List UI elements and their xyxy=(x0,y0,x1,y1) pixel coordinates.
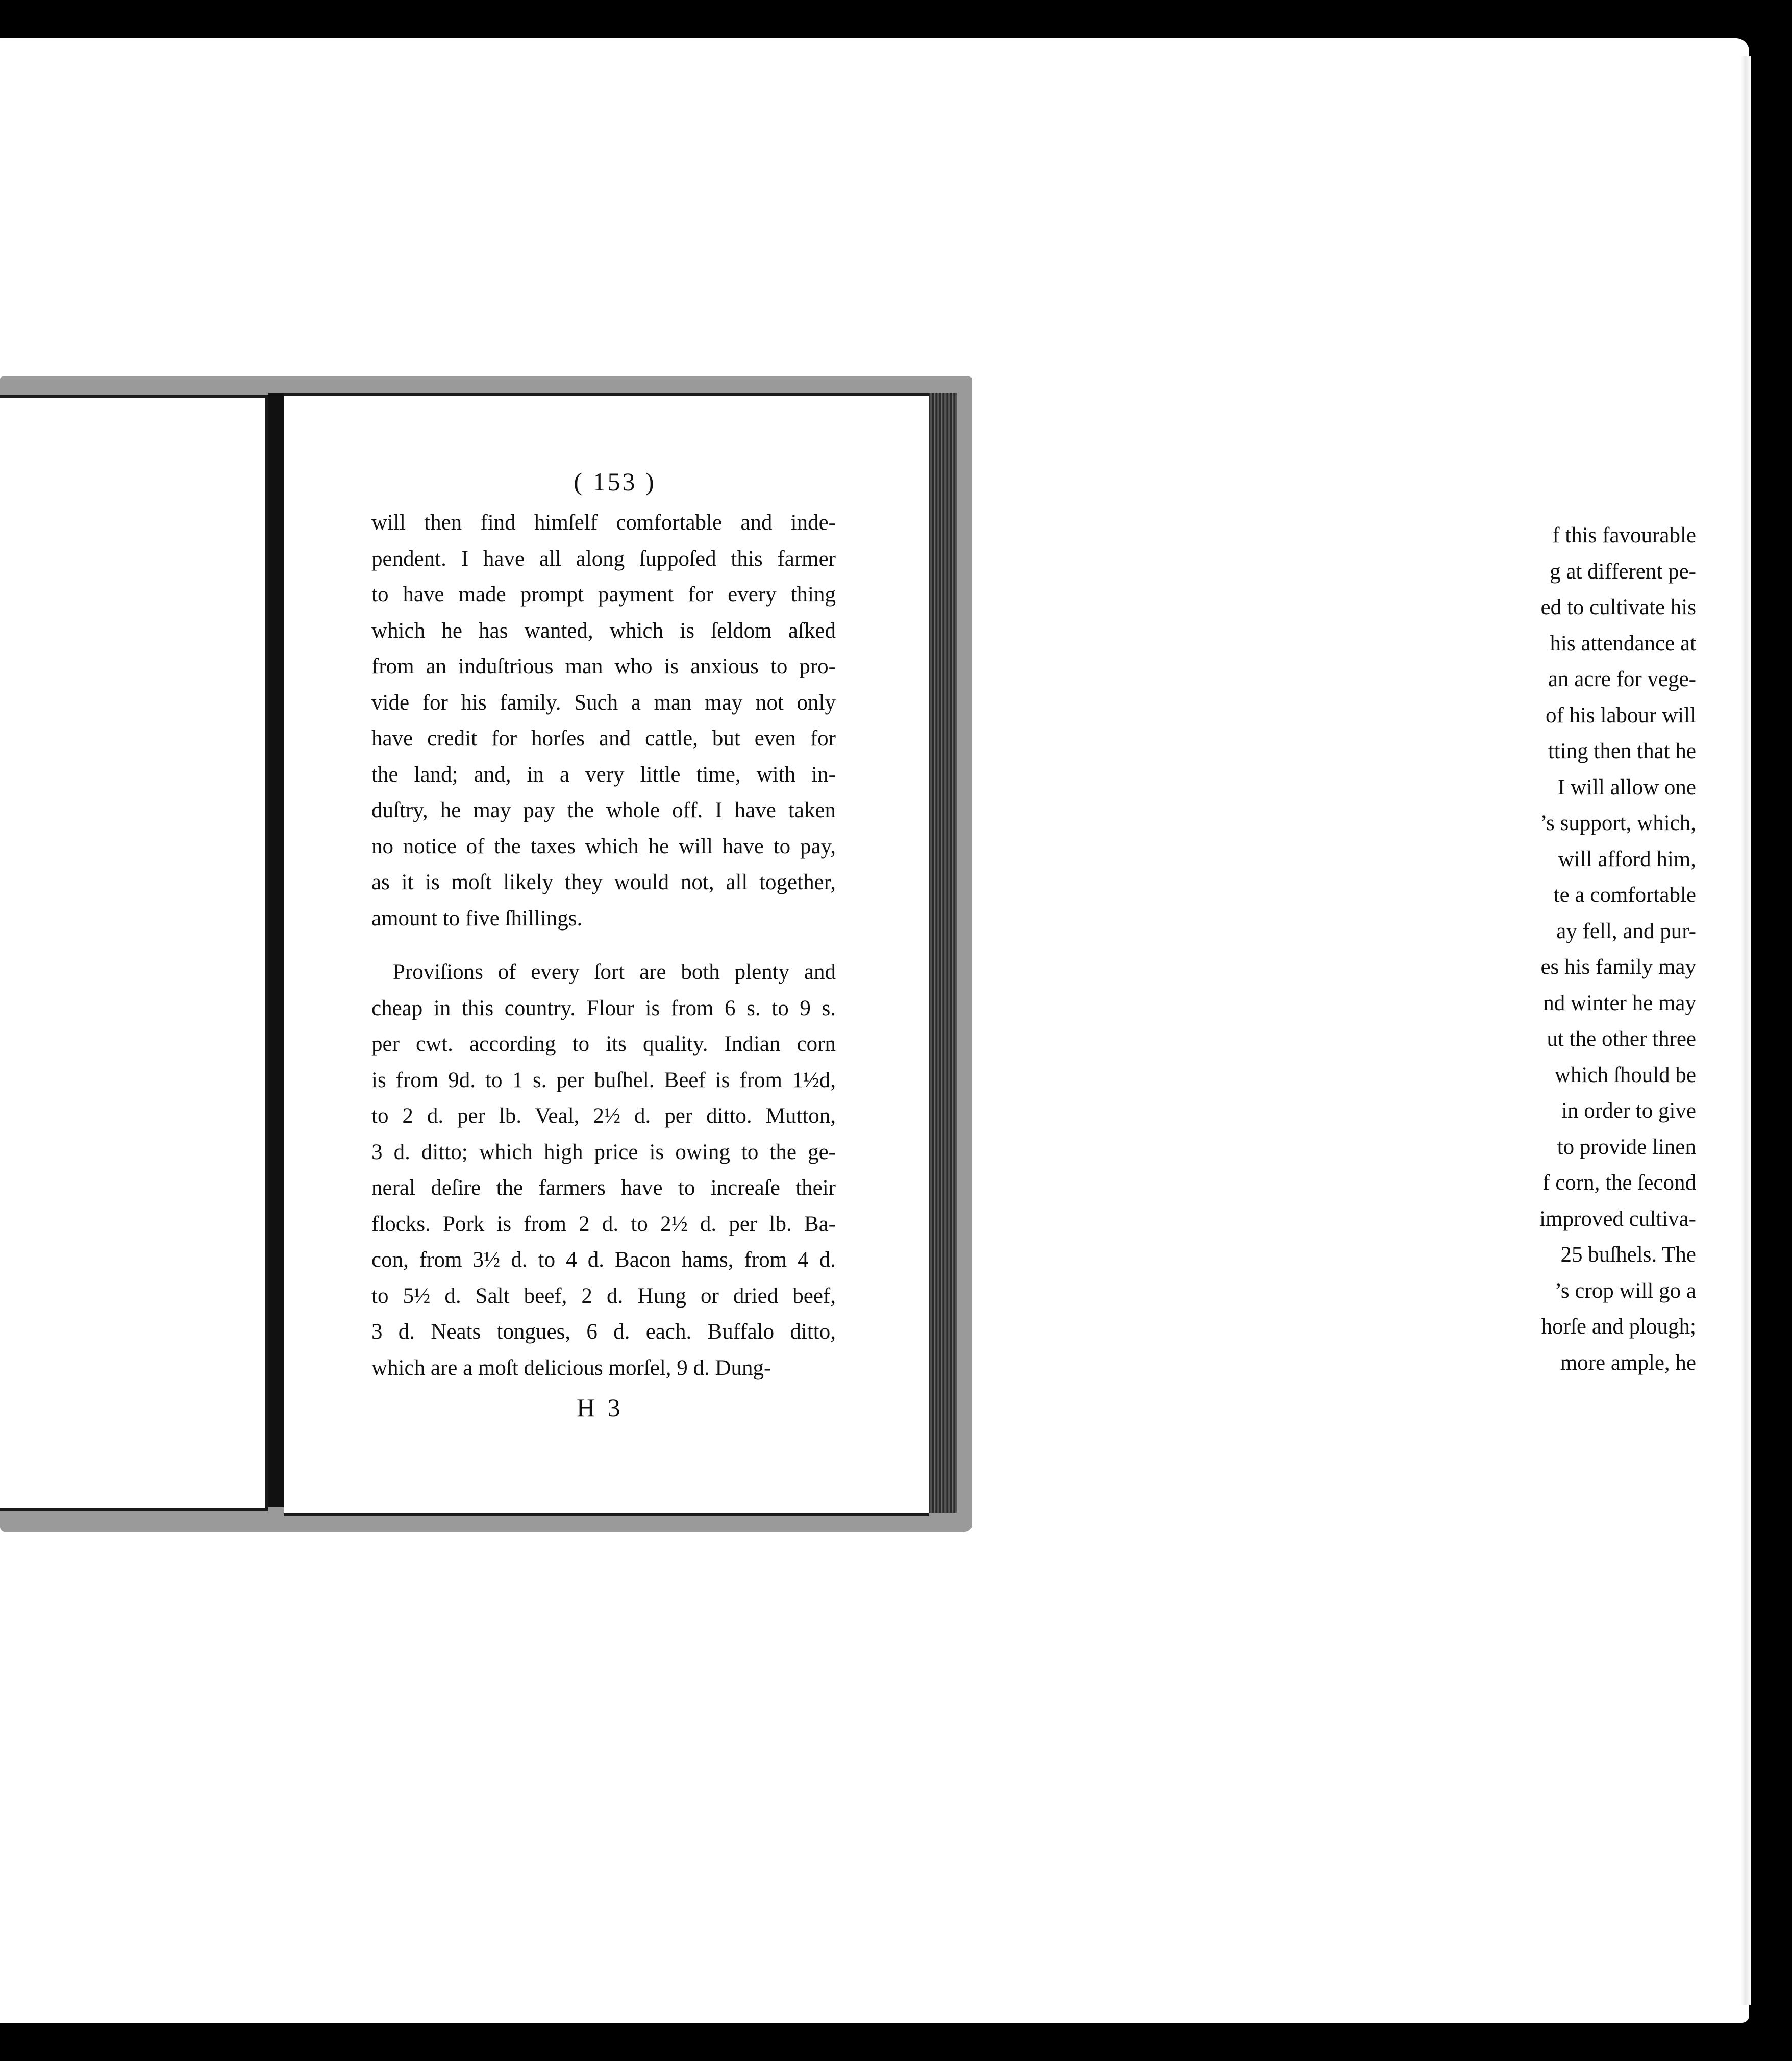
text-line: nd winter he may xyxy=(1543,991,1696,1015)
text-line: to 5½ d. Salt beef, 2 d. Hung or dried beef, xyxy=(371,1284,836,1308)
text-line: flocks. Pork is from 2 d. to 2½ d. per lb. Ba- xyxy=(371,1212,836,1236)
text-line: con, from 3½ d. to 4 d. Bacon hams, from 4 d. xyxy=(371,1248,836,1272)
text-line: will afford him, xyxy=(1558,847,1696,871)
text-line: I will allow one xyxy=(1557,775,1696,799)
text-line: vide for his family. Such a man may not only xyxy=(371,690,836,715)
text-line: no notice of the taxes which he will have to pay, xyxy=(371,834,836,859)
text-line: to provide linen xyxy=(1557,1135,1696,1159)
text-line: duſtry, he may pay the whole off. I have taken xyxy=(371,798,836,822)
text-line: improved cultiva- xyxy=(1539,1207,1696,1231)
text-line: amount to five ſhillings. xyxy=(371,906,583,931)
text-line: have credit for horſes and cattle, but even for xyxy=(371,726,836,750)
page-number: ( 153 ) xyxy=(574,467,656,496)
left-page-text xyxy=(1431,518,1696,1381)
right-page-text xyxy=(371,505,836,1386)
text-line: horſe and plough; xyxy=(1541,1315,1696,1339)
text-line: neral deſire the farmers have to increaſe their xyxy=(371,1176,836,1200)
text-line: to 2 d. per lb. Veal, 2½ d. per ditto. Mutton, xyxy=(371,1104,836,1128)
text-line: cheap in this country. Flour is from 6 s. to 9 s. xyxy=(371,996,836,1020)
text-line: the land; and, in a very little time, with in- xyxy=(371,762,836,787)
book-gutter xyxy=(268,393,284,1507)
text-line: as it is moſt likely they would not, all together, xyxy=(371,870,836,894)
paragraph-1 xyxy=(371,505,836,937)
paragraph-gap xyxy=(371,937,836,954)
text-line: from an induſtrious man who is anxious to pro- xyxy=(371,655,836,678)
text-line: per cwt. according to its quality. Indian corn xyxy=(371,1032,836,1056)
text-line: will then find himſelf comfortable and inde- xyxy=(371,511,836,535)
text-line: ’s crop will go a xyxy=(1554,1278,1696,1303)
text-line: tting then that he xyxy=(1548,739,1696,763)
text-line: g at different pe- xyxy=(1550,559,1696,584)
left-page xyxy=(0,395,268,1511)
text-line: ay fell, and pur- xyxy=(1556,919,1696,943)
text-line: in order to give xyxy=(1561,1099,1696,1123)
text-line: pendent. I have all along ſuppoſed this farmer xyxy=(371,546,836,571)
text-line: f corn, the ſecond xyxy=(1542,1171,1696,1195)
text-line: 3 d. ditto; which high price is owing to the ge- xyxy=(371,1140,836,1164)
paragraph-2 xyxy=(371,954,836,1386)
text-line: ’s support, which, xyxy=(1540,811,1696,835)
signature-mark: H 3 xyxy=(577,1393,624,1422)
text-line: es his family may xyxy=(1540,955,1696,979)
text-line: of his labour will xyxy=(1546,703,1696,727)
text-line: more ample, he xyxy=(1560,1350,1696,1375)
text-line: te a comfortable xyxy=(1553,883,1696,907)
text-line: 3 d. Neats tongues, 6 d. each. Buffalo ditto, xyxy=(371,1320,836,1344)
text-line: which are a moſt delicious morſel, 9 d. Dung- xyxy=(371,1355,771,1380)
text-line: which ſhould be xyxy=(1554,1063,1696,1087)
text-line: to have made prompt payment for every thing xyxy=(371,583,836,607)
text-line: an acre for vege- xyxy=(1548,667,1696,691)
text-line: ut the other three xyxy=(1547,1027,1696,1051)
text-line: Proviſions of every ſort are both plenty and xyxy=(393,960,836,984)
sheet-edge xyxy=(1741,56,1751,2005)
text-line: which he has wanted, which is ſeldom aſked xyxy=(371,618,836,643)
text-line: is from 9d. to 1 s. per buſhel. Beef is from 1½d, xyxy=(371,1068,836,1092)
text-line: 25 buſhels. The xyxy=(1560,1243,1696,1267)
book-fore-edge xyxy=(929,393,957,1513)
text-line: his attendance at xyxy=(1550,631,1696,656)
text-line: f this favourable xyxy=(1552,523,1696,547)
text-line: ed to cultivate his xyxy=(1540,595,1696,619)
